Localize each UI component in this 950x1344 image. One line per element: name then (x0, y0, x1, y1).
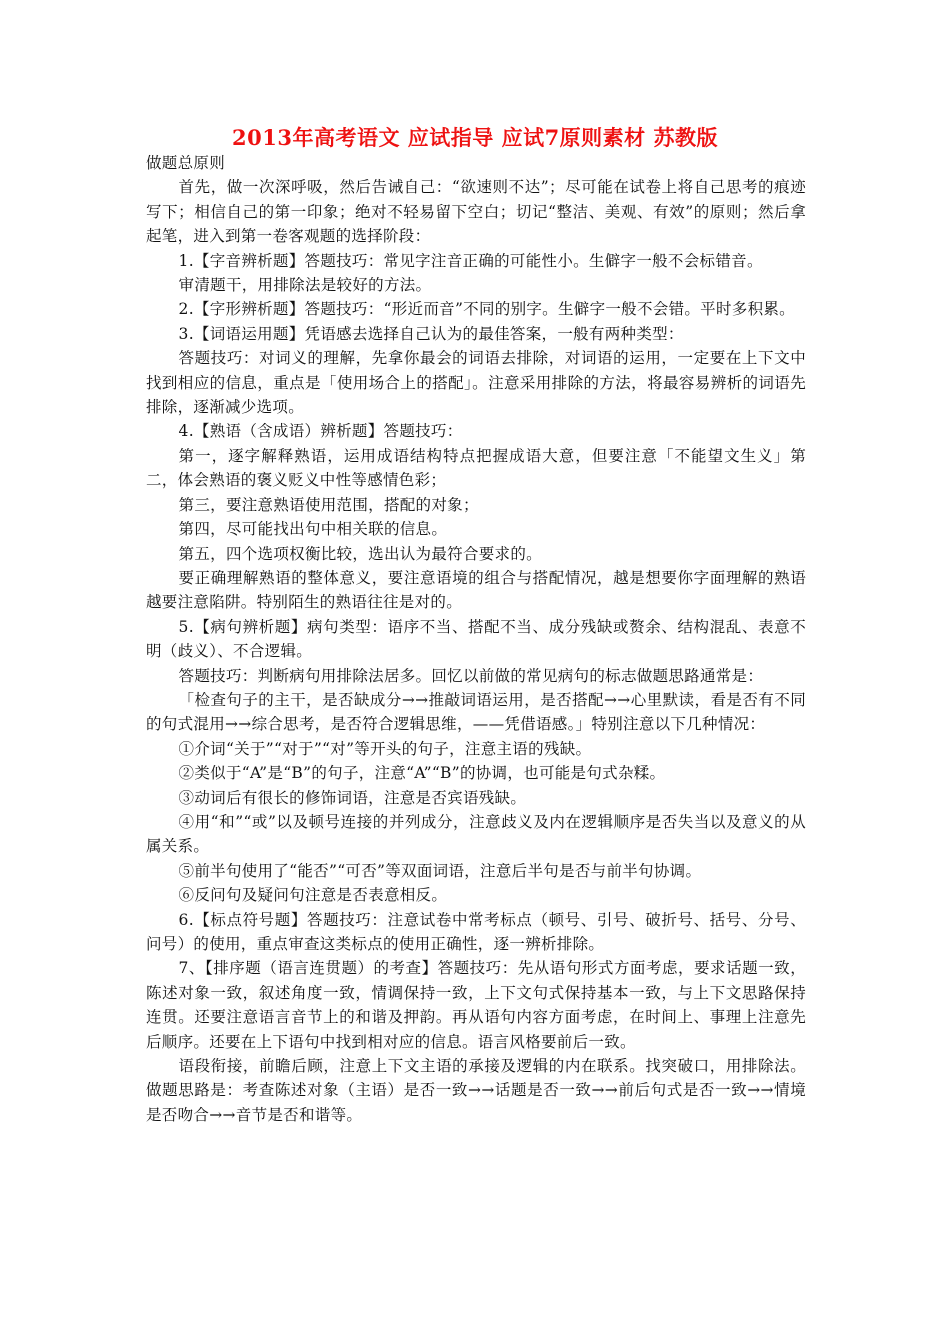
paragraph: 「检查句子的主干，是否缺成分→→推敲词语运用，是否搭配→→心里默读，看是否有不同的句式混用→→综合思考，是否符合逻辑思维，——凭借语感。」特别注意以下几种情况： (146, 690, 806, 734)
document-title: 2013年高考语文 应试指导 应试7原则素材 苏教版 (232, 125, 718, 150)
paragraph: 3.【词语运用题】凭语感去选择自己认为的最佳答案，一般有两种类型： (178, 324, 684, 343)
paragraph: 第一，逐字解释熟语，运用成语结构特点把握成语大意，但要注意「不能望文生义」第二，体会熟语的褒义贬义中性等感情色彩； (146, 446, 806, 490)
paragraph: 第四，尽可能找出句中相关联的信息。 (178, 520, 448, 539)
paragraph: 答题技巧：判断病句用排除法居多。回忆以前做的常见病句的标志做题思路通常是： (178, 666, 764, 685)
paragraph: 5.【病句辨析题】病句类型：语序不当、搭配不当、成分残缺或赘余、结构混乱、表意不明（歧义）、不合逻辑。 (146, 617, 806, 661)
paragraph: 1.【字音辨析题】答题技巧：常见字注音正确的可能性小。生僻字一般不会标错音。 (178, 251, 763, 270)
paragraph: 第三，要注意熟语使用范围，搭配的对象； (178, 495, 479, 514)
paragraph: 首先，做一次深呼吸，然后告诫自己：“欲速则不达”；尽可能在试卷上将自己思考的痕迹写下；相信自己的第一印象；绝对不轻易留下空白；切记“整洁、美观、有效”的原则；然后拿起笔，进入到第一卷客观题的选择阶段： (146, 178, 806, 246)
paragraph: ③动词后有很长的修饰词语，注意是否宾语残缺。 (178, 788, 527, 807)
paragraph: ⑤前半句使用了“能否”“可否”等双面词语，注意后半句是否与前半句协调。 (178, 861, 702, 880)
section-heading: 做题总原则 (146, 154, 226, 172)
paragraph: 第五，四个选项权衡比较，选出认为最符合要求的。 (178, 544, 542, 563)
paragraph: 审清题干，用排除法是较好的方法。 (178, 276, 432, 295)
paragraph: 4.【熟语（含成语）辨析题】答题技巧： (178, 422, 463, 441)
paragraph: 6.【标点符号题】答题技巧：注意试卷中常考标点（顿号、引号、破折号、括号、分号、问号）的使用，重点审查这类标点的使用正确性，逐一辨析排除。 (146, 910, 806, 953)
paragraph: ①介词“关于”“对于”“对”等开头的句子，注意主语的残缺。 (178, 739, 592, 758)
paragraph: 2.【字形辨析题】答题技巧：“形近而音”不同的别字。生僻字一般不会错。平时多积累。 (178, 300, 795, 319)
paragraph: 要正确理解熟语的整体意义，要注意语境的组合与搭配情况，越是想要你字面理解的熟语越要注意陷阱。特别陌生的熟语往往是对的。 (146, 568, 806, 612)
paragraph: 答题技巧：对词义的理解，先拿你最会的词语去排除，对词语的运用，一定要在上下文中找到相应的信息，重点是「使用场合上的搭配」。注意采用排除的方法，将最容易辨析的词语先排除，逐渐减少选项。 (146, 349, 806, 417)
paragraph: ⑥反问句及疑问句注意是否表意相反。 (178, 886, 448, 905)
paragraph: 7、【排序题（语言连贯题）的考查】答题技巧：先从语句形式方面考虑，要求话题一致，陈述对象一致，叙述角度一致，情调保持一致，上下文句式保持基本一致，与上下文思路保持连贯。还要注意语言音节上的和谐及押韵。再从语句内容方面考虑，在时间上、事理上注意先后顺序。还要在上下语句中找到相对应的信息。语言风格要前后一致。 (146, 959, 806, 1051)
paragraph: 语段衔接，前瞻后顾，注意上下文主语的承接及逻辑的内在联系。找突破口，用排除法。做题思路是：考查陈述对象（主语）是否一致→→话题是否一致→→前后句式是否一致→→情境是否吻合→→音节是否和谐等。 (146, 1057, 806, 1124)
document-body (146, 151, 806, 1127)
paragraph: ②类似于“A”是“B”的句子，注意“A”“B”的协调，也可能是句式杂糅。 (178, 764, 666, 783)
paragraph: ④用“和”“或”以及顿号连接的并列成分，注意歧义及内在逻辑顺序是否失当以及意义的从属关系。 (146, 812, 806, 856)
